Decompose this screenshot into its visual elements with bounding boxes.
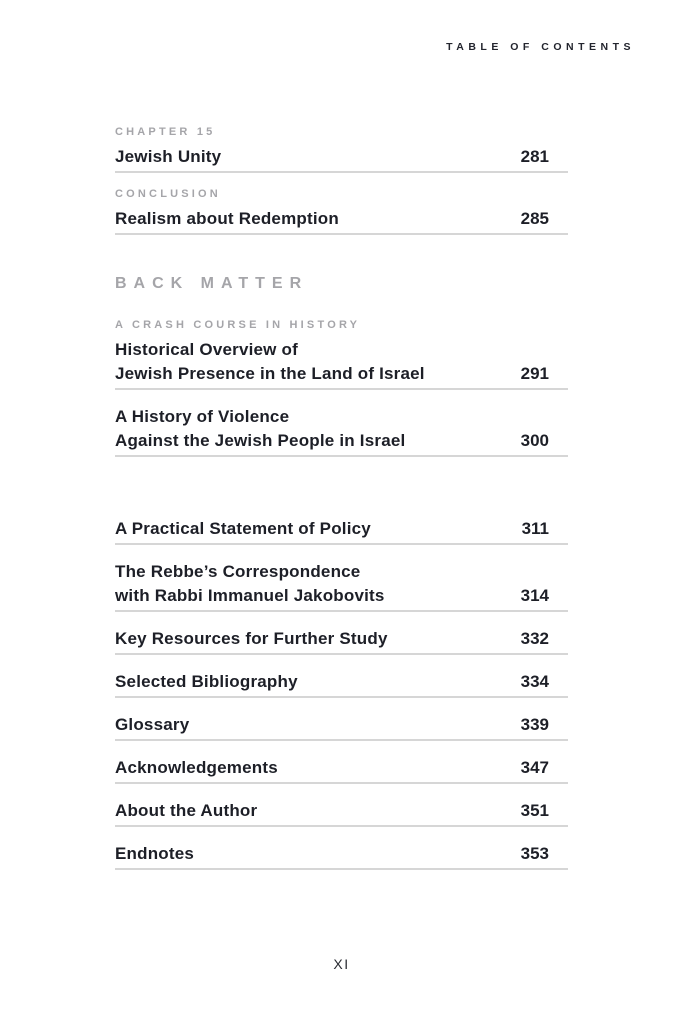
toc-entry	[115, 405, 568, 457]
toc-entry-row	[115, 756, 568, 784]
toc-entry-row	[115, 560, 568, 612]
toc-entry-page-number: 281	[520, 147, 549, 166]
toc-entry-page-number: 291	[520, 364, 549, 383]
toc-entry	[115, 670, 568, 698]
toc-entry-row	[115, 145, 568, 173]
toc-entry-row	[115, 517, 568, 545]
toc-entry-title-line: Endnotes	[115, 844, 195, 863]
toc-entry-kicker: A CRASH COURSE IN HISTORY	[115, 319, 361, 331]
toc-entry-title-line: Acknowledgements	[115, 758, 278, 777]
toc-entry-title-line: About the Author	[115, 801, 258, 820]
toc-entry	[115, 319, 568, 390]
toc-entry-row	[115, 627, 568, 655]
section-gap	[115, 472, 568, 517]
toc-entry-title-line: Key Resources for Further Study	[115, 629, 388, 648]
toc-entry	[115, 560, 568, 612]
toc-entry-page-number: 314	[520, 586, 549, 605]
toc-entry-kicker: CHAPTER 15	[115, 126, 216, 138]
toc-entry-page-number: 339	[520, 715, 549, 734]
toc-entry-row	[115, 207, 568, 235]
toc-entry	[115, 627, 568, 655]
toc-entry-title	[115, 799, 257, 823]
toc-entry	[115, 188, 568, 235]
toc-entry-page-number: 311	[521, 519, 549, 538]
folio-page-number: XI	[333, 956, 350, 972]
toc-entry-page-number: 351	[520, 801, 549, 820]
toc-entry-kicker: CONCLUSION	[115, 188, 221, 200]
toc-entry-title-line: Historical Overview of	[115, 340, 298, 359]
toc-entry-title-line: Glossary	[115, 715, 190, 734]
toc-entry-title-line: with Rabbi Immanuel Jakobovits	[115, 586, 385, 605]
toc-entry-title-line: A History of Violence	[115, 407, 290, 426]
toc-entry-title	[115, 670, 298, 694]
toc-entry-page-number: 334	[520, 672, 549, 691]
toc-entry	[115, 842, 568, 870]
toc-entry	[115, 517, 568, 545]
toc-entry-title	[115, 713, 189, 737]
toc-entry-row	[115, 405, 568, 457]
running-header: TABLE OF CONTENTS	[446, 41, 635, 53]
toc-entry-row	[115, 670, 568, 698]
toc-entry-title	[115, 405, 405, 453]
toc-entry-title	[115, 338, 425, 386]
toc-entry-page-number: 332	[520, 629, 549, 648]
toc-entry-title	[115, 145, 221, 169]
toc-entry-title	[115, 842, 194, 866]
toc-entry-title	[115, 207, 339, 231]
toc-entry	[115, 756, 568, 784]
toc-entry-title-line: Against the Jewish People in Israel	[115, 431, 406, 450]
toc-entry-title	[115, 756, 278, 780]
toc-entry-title-line: Jewish Unity	[115, 147, 222, 166]
toc-list	[115, 126, 568, 885]
toc-entry-row	[115, 799, 568, 827]
toc-entry-title-line: Jewish Presence in the Land of Israel	[115, 364, 425, 383]
toc-entry-page-number: 300	[520, 431, 549, 450]
toc-entry-page-number: 285	[520, 209, 549, 228]
toc-entry-page-number: 347	[520, 758, 549, 777]
toc-entry-title-line: Selected Bibliography	[115, 672, 298, 691]
toc-entry-title	[115, 627, 388, 651]
toc-entry-title-line: The Rebbe’s Correspondence	[115, 562, 361, 581]
toc-entry	[115, 799, 568, 827]
toc-entry-title-line: A Practical Statement of Policy	[115, 519, 371, 538]
toc-entry	[115, 126, 568, 173]
toc-entry-row	[115, 842, 568, 870]
toc-entry	[115, 713, 568, 741]
toc-entry-title	[115, 560, 385, 608]
toc-entry-row	[115, 338, 568, 390]
toc-entry-title-line: Realism about Redemption	[115, 209, 339, 228]
toc-entry-page-number: 353	[520, 844, 549, 863]
section-heading-back-matter: BACK MATTER	[115, 275, 309, 292]
toc-entry-row	[115, 713, 568, 741]
toc-entry-title	[115, 517, 371, 541]
